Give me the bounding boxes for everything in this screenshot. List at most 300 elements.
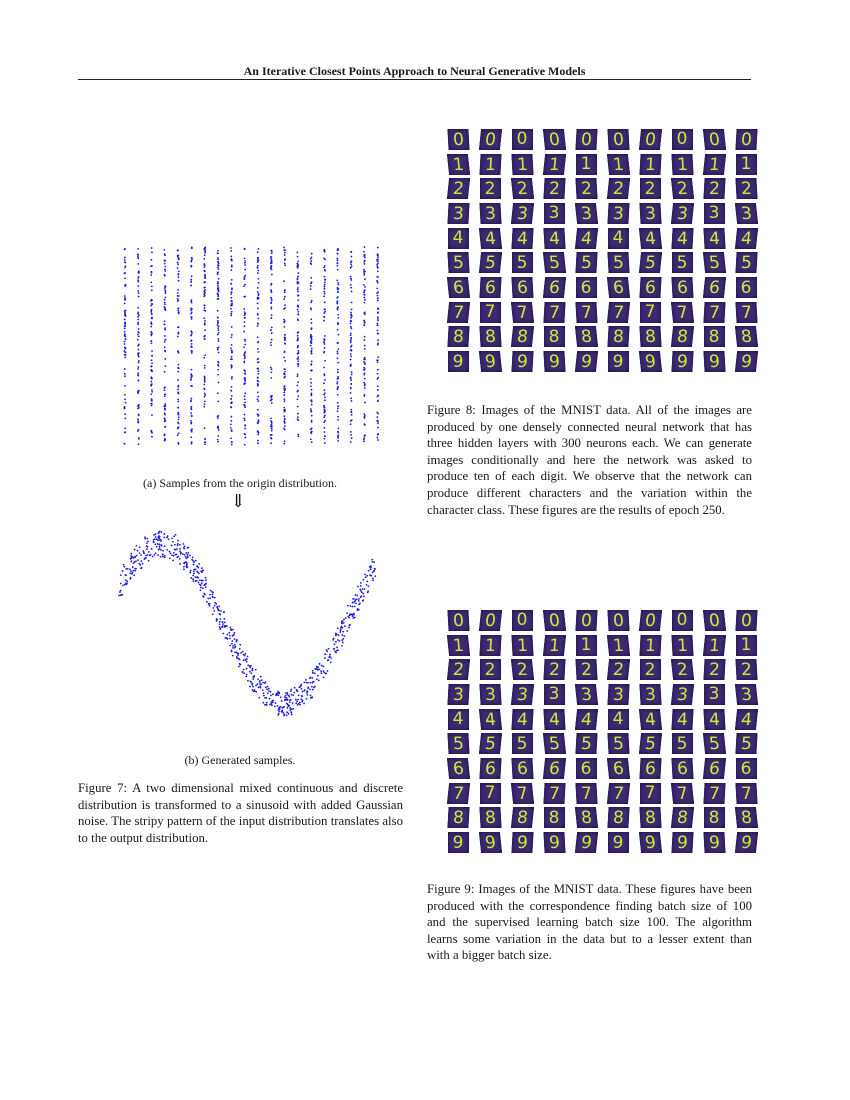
sample-point — [311, 256, 313, 258]
sample-point — [204, 249, 206, 251]
sample-point — [137, 248, 139, 250]
mnist-tile — [666, 176, 698, 201]
generated-point — [323, 666, 325, 668]
sample-point — [178, 364, 180, 366]
sample-point — [178, 259, 180, 261]
sample-point — [124, 341, 126, 343]
generated-point — [187, 547, 189, 549]
sample-point — [377, 400, 379, 402]
sample-point — [244, 284, 246, 286]
generated-point — [193, 564, 195, 566]
mnist-tile — [538, 325, 570, 350]
generated-point — [236, 639, 238, 641]
generated-point — [277, 691, 279, 693]
sample-point — [310, 393, 312, 395]
generated-point — [281, 700, 283, 702]
sample-point — [337, 252, 339, 254]
mnist-tile — [698, 830, 730, 855]
mnist-tile — [602, 781, 634, 806]
sample-point — [164, 299, 166, 301]
sample-point — [151, 432, 153, 434]
sample-point — [311, 441, 313, 443]
generated-point — [361, 591, 363, 593]
mnist-digit-image: 1 — [446, 635, 469, 656]
sample-point — [191, 299, 193, 301]
mnist-tile — [602, 707, 634, 732]
generated-point — [342, 631, 344, 633]
sample-point — [337, 249, 339, 251]
sample-point — [323, 295, 325, 297]
generated-point — [319, 663, 321, 665]
generated-point — [219, 623, 221, 625]
sample-point — [137, 345, 139, 347]
generated-point — [252, 668, 254, 670]
generated-point — [363, 596, 365, 598]
sample-point — [323, 409, 325, 411]
mnist-digit-image: 9 — [543, 351, 565, 372]
sample-point — [137, 281, 139, 283]
generated-point — [344, 625, 346, 627]
sample-point — [124, 323, 126, 325]
mnist-digit-image: 9 — [478, 832, 501, 853]
mnist-digit-image: 9 — [734, 832, 757, 853]
generated-point — [153, 541, 155, 543]
generated-point — [155, 533, 157, 535]
sample-point — [377, 359, 379, 361]
generated-point — [330, 661, 332, 663]
mnist-tile — [538, 250, 570, 275]
sample-point — [351, 256, 353, 258]
mnist-digit-image: 7 — [606, 302, 629, 323]
generated-point — [283, 712, 285, 714]
sample-point — [271, 259, 273, 261]
generated-point — [362, 593, 364, 595]
sample-point — [310, 341, 312, 343]
generated-point — [346, 630, 348, 632]
sample-point — [257, 400, 259, 402]
generated-point — [169, 551, 171, 553]
sample-point — [177, 379, 179, 381]
sample-point — [363, 269, 365, 271]
generated-point — [232, 655, 234, 657]
sample-point — [257, 325, 259, 327]
mnist-tile — [602, 682, 634, 707]
generated-point — [286, 702, 288, 704]
mnist-tile — [602, 633, 634, 658]
generated-point — [182, 553, 184, 555]
sample-point — [164, 406, 166, 408]
mnist-digit-image: 2 — [510, 659, 533, 680]
generated-point — [130, 560, 132, 562]
generated-point — [278, 711, 280, 713]
sample-point — [257, 440, 259, 442]
mnist-tile — [698, 682, 730, 707]
mnist-digit-image: 9 — [574, 832, 597, 853]
generated-point — [309, 677, 311, 679]
sample-point — [310, 288, 312, 290]
sample-point — [204, 400, 206, 402]
generated-point — [154, 554, 156, 556]
sample-point — [191, 350, 193, 352]
sample-point — [231, 356, 233, 358]
sample-point — [297, 337, 299, 339]
mnist-tile — [570, 756, 602, 781]
sample-point — [377, 282, 379, 284]
sample-point — [125, 285, 127, 287]
mnist-digit-image: 7 — [640, 302, 661, 323]
generated-point — [244, 655, 246, 657]
mnist-tile — [538, 633, 570, 658]
generated-point — [160, 549, 162, 551]
sample-point — [283, 308, 285, 310]
sample-point — [364, 424, 366, 426]
sample-point — [337, 416, 339, 418]
generated-point — [158, 543, 160, 545]
sample-point — [231, 376, 233, 378]
sample-point — [364, 357, 366, 359]
generated-point — [173, 552, 175, 554]
generated-point — [179, 551, 181, 553]
sample-point — [204, 354, 206, 356]
sample-point — [324, 360, 326, 362]
sample-point — [217, 252, 219, 254]
generated-point — [290, 699, 292, 701]
sample-point — [337, 265, 339, 267]
generated-point — [352, 602, 354, 604]
sample-point — [217, 365, 219, 367]
figure-9-caption: Figure 9: Images of the MNIST data. These figures have been produced with the correspondence finding batch size of 100 and the supervised learning batch size 100. The algorithm learns some variation in the data but to a lesser extent than with a bigger batch size. — [427, 882, 752, 963]
mnist-digit-image: 6 — [511, 277, 533, 298]
sample-point — [230, 390, 232, 392]
mnist-tile — [570, 226, 602, 251]
mnist-digit-image: 0 — [512, 610, 533, 631]
generated-point — [250, 665, 252, 667]
sample-point — [177, 255, 179, 257]
mnist-tile — [730, 201, 762, 226]
generated-point — [364, 588, 366, 590]
generated-point — [200, 587, 202, 589]
generated-point — [163, 536, 165, 538]
generated-point — [328, 648, 330, 650]
generated-point — [133, 557, 135, 559]
mnist-tile — [666, 657, 698, 682]
sample-point — [337, 377, 339, 379]
sample-point — [351, 414, 353, 416]
sample-point — [283, 394, 285, 396]
generated-point — [289, 701, 291, 703]
mnist-tile — [730, 830, 762, 855]
sample-point — [297, 299, 299, 301]
generated-point — [358, 598, 360, 600]
sample-point — [124, 302, 126, 304]
sample-point — [230, 406, 232, 408]
sample-point — [377, 422, 379, 424]
sample-point — [377, 427, 379, 429]
generated-point — [158, 535, 160, 537]
generated-point — [142, 550, 144, 552]
sample-point — [271, 402, 273, 404]
sample-point — [150, 310, 152, 312]
generated-point — [132, 570, 134, 572]
figure-7b-subcaption: (b) Generated samples. — [184, 753, 296, 767]
generated-point — [249, 671, 251, 673]
sample-point — [270, 344, 272, 346]
sample-point — [310, 382, 312, 384]
mnist-tile — [538, 830, 570, 855]
mnist-tile — [506, 731, 538, 756]
sample-point — [377, 256, 379, 258]
sample-point — [323, 276, 325, 278]
mnist-digit-image: 1 — [511, 154, 533, 175]
mnist-tile — [442, 830, 474, 855]
sample-point — [164, 329, 166, 331]
sample-point — [323, 257, 325, 259]
generated-point — [193, 572, 195, 574]
mnist-tile — [602, 830, 634, 855]
sample-point — [151, 247, 153, 249]
sample-point — [364, 302, 366, 304]
generated-point — [306, 691, 308, 693]
sample-point — [257, 368, 259, 370]
sample-point — [124, 259, 126, 261]
generated-point — [147, 554, 149, 556]
sample-point — [191, 376, 193, 378]
mnist-tile — [698, 201, 730, 226]
generated-point — [288, 696, 290, 698]
sample-point — [217, 273, 219, 275]
mnist-tile — [506, 707, 538, 732]
generated-point — [318, 668, 320, 670]
sample-point — [324, 339, 326, 341]
mnist-digit-image: 4 — [734, 709, 757, 730]
sample-point — [377, 356, 379, 358]
sample-point — [204, 443, 206, 445]
sample-point — [137, 339, 139, 341]
sample-point — [217, 281, 219, 283]
sample-point — [324, 301, 326, 303]
generated-point — [281, 709, 283, 711]
generated-point — [348, 625, 350, 627]
sample-point — [323, 352, 325, 354]
sample-point — [324, 335, 326, 337]
sample-point — [138, 429, 140, 431]
generated-point — [267, 693, 269, 695]
sample-point — [124, 299, 126, 301]
sample-point — [217, 369, 219, 371]
mnist-digit-image: 3 — [639, 684, 661, 705]
sample-point — [165, 291, 167, 293]
generated-point — [173, 535, 175, 537]
mnist-tile — [538, 226, 570, 251]
figure-7a-subcaption: (a) Samples from the origin distribution. — [143, 476, 337, 490]
mnist-tile — [570, 657, 602, 682]
mnist-digit-image: 9 — [478, 351, 501, 372]
sample-point — [363, 339, 365, 341]
sample-point — [124, 431, 126, 433]
sample-point — [165, 292, 167, 294]
sample-point — [297, 256, 299, 258]
generated-point — [190, 577, 192, 579]
generated-point — [141, 567, 143, 569]
generated-point — [269, 698, 271, 700]
generated-point — [198, 563, 200, 565]
generated-point — [202, 587, 204, 589]
sample-point — [377, 300, 379, 302]
sample-point — [150, 385, 152, 387]
generated-point — [366, 581, 368, 583]
generated-point — [268, 690, 270, 692]
mnist-digit-image: 8 — [479, 807, 501, 828]
mnist-digit-image: 7 — [735, 783, 757, 804]
generated-point — [179, 544, 181, 546]
sample-point — [324, 396, 326, 398]
mnist-digit-image: 6 — [576, 277, 597, 298]
sample-point — [311, 327, 313, 329]
sample-point — [164, 365, 166, 367]
sample-point — [243, 308, 245, 310]
sample-point — [336, 280, 338, 282]
generated-point — [368, 570, 370, 572]
sample-point — [190, 335, 192, 337]
mnist-digit-image: 4 — [608, 709, 629, 730]
sample-point — [124, 327, 126, 329]
sample-point — [297, 319, 299, 321]
mnist-digit-image: 3 — [607, 203, 629, 224]
sample-point — [137, 319, 139, 321]
generated-point — [164, 557, 166, 559]
sample-point — [151, 286, 153, 288]
sample-point — [165, 309, 167, 311]
sample-point — [363, 441, 365, 443]
generated-point — [242, 651, 244, 653]
mnist-digit-image: 2 — [510, 178, 533, 199]
mnist-digit-image: 7 — [543, 302, 565, 323]
generated-point — [280, 696, 282, 698]
generated-point — [310, 695, 312, 697]
mnist-tile — [730, 756, 762, 781]
sample-point — [138, 292, 140, 294]
sample-point — [297, 435, 299, 437]
mnist-digit-image: 5 — [478, 733, 501, 754]
generated-point — [232, 629, 234, 631]
sample-point — [150, 274, 152, 276]
sample-point — [377, 260, 379, 262]
generated-point — [258, 697, 260, 699]
sample-point — [190, 436, 192, 438]
mnist-tile — [634, 201, 666, 226]
sample-point — [350, 314, 352, 316]
generated-point — [290, 711, 292, 713]
mnist-tile — [506, 300, 538, 325]
mnist-tile — [474, 226, 506, 251]
generated-point — [318, 679, 320, 681]
generated-point — [234, 632, 236, 634]
sample-point — [283, 322, 285, 324]
generated-point — [339, 631, 341, 633]
sample-point — [363, 251, 365, 253]
mnist-digit-image: 6 — [511, 758, 533, 779]
mnist-tile — [506, 682, 538, 707]
sample-point — [230, 293, 232, 295]
sample-point — [323, 405, 325, 407]
generated-point — [213, 610, 215, 612]
mnist-tile — [666, 275, 698, 300]
running-header: An Iterative Closest Points Approach to Neural Generative Models — [243, 64, 586, 78]
sample-point — [350, 398, 352, 400]
sample-point — [177, 434, 179, 436]
sample-point — [244, 373, 246, 375]
mnist-tile — [570, 300, 602, 325]
mnist-tile — [506, 633, 538, 658]
sample-point — [351, 437, 353, 439]
generated-point — [195, 560, 197, 562]
generated-point — [205, 577, 207, 579]
sample-point — [258, 432, 260, 434]
sample-point — [283, 443, 285, 445]
mnist-tile — [730, 325, 762, 350]
sample-point — [377, 369, 379, 371]
mnist-tile — [634, 806, 666, 831]
sample-point — [217, 317, 219, 319]
mnist-digit-image: 2 — [640, 178, 661, 199]
mnist-tile — [698, 756, 730, 781]
sample-point — [150, 323, 152, 325]
mnist-digit-image: 2 — [446, 178, 469, 199]
mnist-tile — [602, 176, 634, 201]
mnist-tile — [602, 152, 634, 177]
sample-point — [258, 297, 260, 299]
generated-point — [315, 668, 317, 670]
generated-point — [186, 554, 188, 556]
mnist-digit-image: 5 — [702, 733, 725, 754]
generated-point — [243, 672, 245, 674]
sample-point — [324, 269, 326, 271]
sample-point — [257, 380, 259, 382]
mnist-digit-image: 7 — [446, 783, 469, 804]
sample-point — [124, 331, 126, 333]
sample-point — [284, 262, 286, 264]
generated-point — [335, 652, 337, 654]
generated-point — [238, 658, 240, 660]
mnist-digit-image: 8 — [607, 807, 629, 828]
sample-point — [363, 294, 365, 296]
sample-point — [190, 266, 192, 268]
mnist-digit-image: 1 — [639, 154, 661, 175]
sample-point — [191, 415, 193, 417]
sample-point — [164, 260, 166, 262]
sample-point — [337, 284, 339, 286]
mnist-tile — [570, 682, 602, 707]
generated-point — [183, 566, 185, 568]
mnist-tile — [506, 226, 538, 251]
mnist-digit-image: 7 — [480, 783, 501, 804]
mnist-tile — [474, 201, 506, 226]
sample-point — [230, 437, 232, 439]
generated-point — [132, 566, 134, 568]
generated-point — [196, 565, 198, 567]
generated-point — [130, 570, 132, 572]
sample-point — [217, 427, 219, 429]
mnist-digit-image: 8 — [510, 326, 533, 347]
generated-point — [219, 627, 221, 629]
sample-point — [336, 381, 338, 383]
generated-point — [300, 685, 302, 687]
sample-point — [258, 351, 260, 353]
generated-point — [339, 640, 341, 642]
mnist-tile — [602, 325, 634, 350]
sample-point — [283, 280, 285, 282]
sample-point — [270, 329, 272, 331]
